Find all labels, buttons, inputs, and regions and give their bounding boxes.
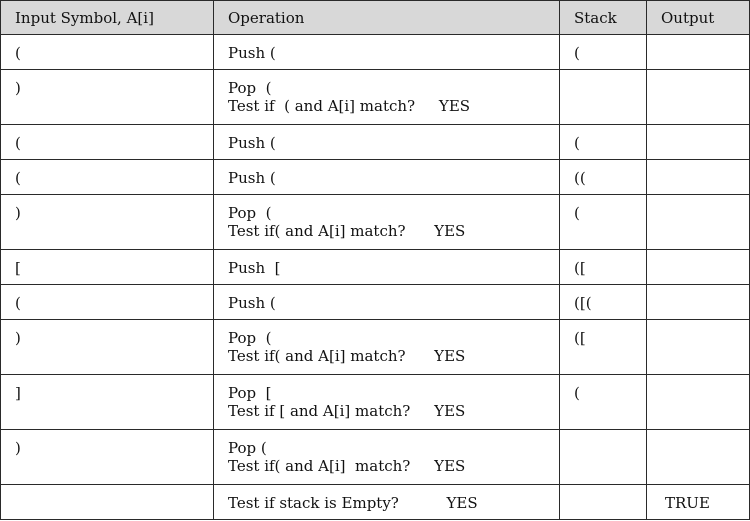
- output-cell: [647, 35, 750, 70]
- operation-line: Push [: [228, 259, 281, 277]
- operation-line: Push (: [228, 44, 276, 62]
- output-cell: [647, 375, 750, 430]
- header-output: Output: [647, 1, 750, 35]
- input-symbol-cell: (: [1, 125, 214, 160]
- operation-line: Push (: [228, 294, 276, 312]
- operation-cell: [214, 160, 560, 195]
- stack-cell: (: [560, 35, 647, 70]
- operation-line: Pop (: [228, 204, 272, 222]
- table-row: [1, 320, 750, 375]
- operation-cell: [214, 195, 560, 250]
- table-row: [1, 70, 750, 125]
- operation-line: Test if stack is Empty? YES: [228, 494, 478, 512]
- stack-cell: ([: [560, 320, 647, 375]
- operation-test-line: Test if ( and A[i] match? YES: [228, 97, 471, 115]
- stack-cell: (: [560, 375, 647, 430]
- stack-cell: ((: [560, 160, 647, 195]
- operation-line: Pop (: [228, 79, 272, 97]
- output-cell: [647, 125, 750, 160]
- operation-line: Push (: [228, 169, 276, 187]
- operation-cell: [214, 285, 560, 320]
- operation-cell: [214, 375, 560, 430]
- input-symbol-cell: ]: [1, 375, 214, 430]
- table-row: [1, 430, 750, 485]
- stack-cell: [560, 430, 647, 485]
- operation-cell: [214, 430, 560, 485]
- input-symbol-cell: ): [1, 430, 214, 485]
- operation-test-line: Test if [ and A[i] match? YES: [228, 402, 466, 420]
- operation-cell: [214, 250, 560, 285]
- operation-line: Push (: [228, 134, 276, 152]
- output-cell: [647, 160, 750, 195]
- input-symbol-cell: [1, 485, 214, 520]
- input-symbol-cell: ): [1, 195, 214, 250]
- operation-line: Pop (: [228, 439, 267, 457]
- input-symbol-cell: [: [1, 250, 214, 285]
- operation-cell: [214, 35, 560, 70]
- output-cell: [647, 320, 750, 375]
- operation-test-line: Test if( and A[i] match? YES: [228, 457, 466, 475]
- input-symbol-cell: ): [1, 70, 214, 125]
- output-cell: TRUE: [647, 485, 750, 520]
- stack-cell: ([(: [560, 285, 647, 320]
- header-input-symbol: Input Symbol, A[i]: [1, 1, 214, 35]
- stack-cell: [560, 485, 647, 520]
- operation-line: Pop [: [228, 384, 272, 402]
- table-row: [1, 250, 750, 285]
- table-row: [1, 160, 750, 195]
- operation-cell: [214, 320, 560, 375]
- table-row: [1, 375, 750, 430]
- table-row: [1, 195, 750, 250]
- output-cell: [647, 70, 750, 125]
- stack-cell: (: [560, 195, 647, 250]
- input-symbol-cell: (: [1, 160, 214, 195]
- output-cell: [647, 195, 750, 250]
- header-stack: Stack: [560, 1, 647, 35]
- output-cell: [647, 285, 750, 320]
- stack-cell: (: [560, 125, 647, 160]
- input-symbol-cell: (: [1, 285, 214, 320]
- operation-cell: [214, 70, 560, 125]
- input-symbol-cell: (: [1, 35, 214, 70]
- output-cell: [647, 250, 750, 285]
- table-row: [1, 35, 750, 70]
- operation-cell: [214, 485, 560, 520]
- operation-cell: [214, 125, 560, 160]
- table-row: [1, 485, 750, 520]
- input-symbol-cell: ): [1, 320, 214, 375]
- output-cell: [647, 430, 750, 485]
- stack-cell: [560, 70, 647, 125]
- operation-test-line: Test if( and A[i] match? YES: [228, 347, 466, 365]
- operation-line: Pop (: [228, 329, 272, 347]
- table-row: [1, 285, 750, 320]
- table-row: [1, 125, 750, 160]
- operation-test-line: Test if( and A[i] match? YES: [228, 222, 466, 240]
- stack-cell: ([: [560, 250, 647, 285]
- header-operation: Operation: [214, 1, 560, 35]
- header-row: [1, 1, 750, 35]
